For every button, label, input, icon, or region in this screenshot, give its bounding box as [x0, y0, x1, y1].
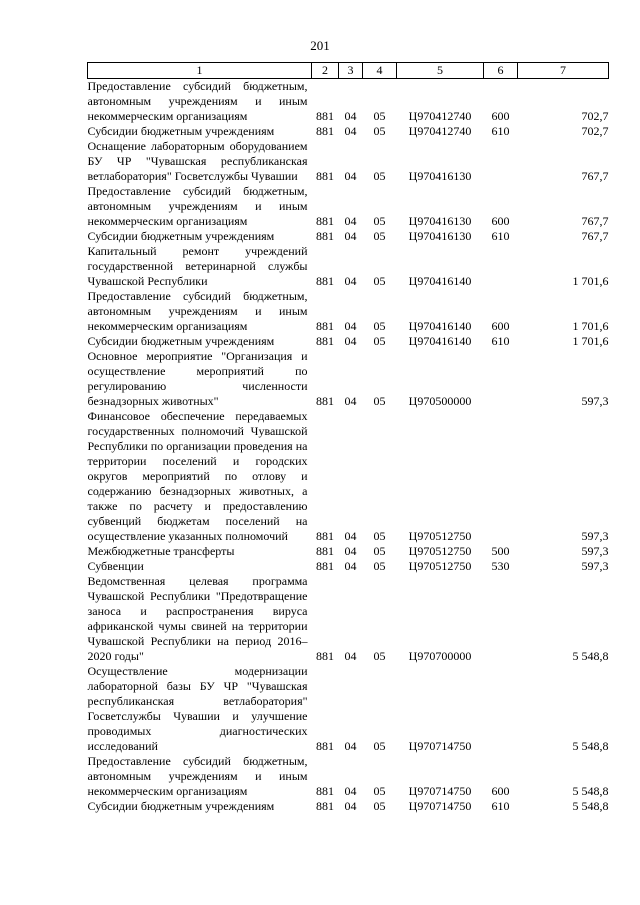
row-amount: 597,3: [581, 529, 609, 543]
header-col-7: 7: [518, 63, 609, 79]
row-description: Предоставление субсидий бюджетным, автономным учреждениям и иным некоммерческим организациям: [87, 754, 308, 798]
row-amount: 597,3: [581, 559, 609, 573]
row-target-article: Ц970714750: [408, 799, 472, 813]
row-section: 04: [344, 169, 357, 183]
row-amount: 767,7: [581, 229, 609, 243]
row-description: Субсидии бюджетным учреждениям: [87, 229, 275, 243]
row-description: Основное мероприятие "Организация и осуществление мероприятий по регулированию численности безнадзорных животных": [87, 349, 308, 408]
row-target-article: Ц970412740: [408, 124, 472, 138]
row-amount: 1 701,6: [572, 274, 609, 288]
row-description: Субсидии бюджетным учреждениям: [87, 334, 275, 348]
row-ministry-code: 881: [316, 334, 334, 348]
row-amount: 597,3: [581, 544, 609, 558]
row-description: Оснащение лабораторным оборудованием БУ ЧР "Чувашская республиканская ветлаборатория" Госветслужбы Чувашии: [87, 139, 308, 183]
row-subsection: 05: [373, 169, 386, 183]
row-ministry-code: 881: [316, 109, 334, 123]
row-subsection: 05: [373, 274, 386, 288]
budget-table: [87, 62, 609, 814]
row-description: Предоставление субсидий бюджетным, автономным учреждениям и иным некоммерческим организациям: [87, 79, 308, 123]
table-row: [88, 139, 609, 184]
row-target-article: Ц970500000: [408, 394, 472, 408]
row-expense-type: 600: [491, 109, 510, 123]
row-ministry-code: 881: [316, 319, 334, 333]
row-section: 04: [344, 649, 357, 663]
row-amount: 1 701,6: [572, 319, 609, 333]
row-ministry-code: 881: [316, 394, 334, 408]
row-section: 04: [344, 109, 357, 123]
row-subsection: 05: [373, 784, 386, 798]
row-section: 04: [344, 739, 357, 753]
row-description: Субвенции: [87, 559, 144, 573]
header-row: [88, 63, 609, 79]
row-target-article: Ц970416140: [408, 319, 472, 333]
row-section: 04: [344, 559, 357, 573]
page-number: 201: [310, 38, 330, 53]
row-expense-type: 610: [491, 124, 510, 138]
header-col-5: 5: [397, 63, 484, 79]
row-expense-type: 530: [491, 559, 510, 573]
row-description: Межбюджетные трансферты: [87, 544, 235, 558]
row-ministry-code: 881: [316, 229, 334, 243]
table-row: [88, 754, 609, 799]
row-subsection: 05: [373, 229, 386, 243]
row-expense-type: 610: [491, 229, 510, 243]
table-row: [88, 799, 609, 814]
row-expense-type: 610: [491, 799, 510, 813]
row-ministry-code: 881: [316, 274, 334, 288]
row-subsection: 05: [373, 394, 386, 408]
row-target-article: Ц970714750: [408, 739, 472, 753]
row-target-article: Ц970416130: [408, 214, 472, 228]
row-target-article: Ц970512750: [408, 529, 472, 543]
row-section: 04: [344, 229, 357, 243]
row-expense-type: [484, 244, 518, 289]
row-ministry-code: 881: [316, 544, 334, 558]
row-section: 04: [344, 214, 357, 228]
row-description: Капитальный ремонт учреждений государственной ветеринарной службы Чувашской Республики: [87, 244, 308, 288]
header-col-2: 2: [312, 63, 339, 79]
table-row: [88, 349, 609, 409]
table-row: [88, 559, 609, 574]
row-subsection: 05: [373, 334, 386, 348]
row-expense-type: 600: [491, 319, 510, 333]
row-amount: 702,7: [581, 124, 609, 138]
row-amount: 5 548,8: [572, 649, 609, 663]
row-description: Осуществление модернизации лабораторной базы БУ ЧР "Чувашская республиканская ветлаборатория" Госветслужбы Чувашии и улучшение проводимых диагностических исследований: [87, 664, 308, 753]
row-target-article: Ц970416140: [408, 274, 472, 288]
row-subsection: 05: [373, 649, 386, 663]
row-amount: 767,7: [581, 169, 609, 183]
row-description: Ведомственная целевая программа Чувашской Республики "Предотвращение заноса и распространения вируса африканской чумы свиней на территории Чувашской Республики на период 2016–2020 годы": [87, 574, 308, 663]
row-expense-type: [484, 349, 518, 409]
row-subsection: 05: [373, 559, 386, 573]
row-ministry-code: 881: [316, 214, 334, 228]
row-expense-type: [484, 139, 518, 184]
header-col-3: 3: [339, 63, 363, 79]
row-amount: 1 701,6: [572, 334, 609, 348]
table-row: [88, 289, 609, 334]
row-description: Предоставление субсидий бюджетным, автономным учреждениям и иным некоммерческим организациям: [87, 289, 308, 333]
row-target-article: Ц970700000: [408, 649, 472, 663]
row-section: 04: [344, 274, 357, 288]
row-subsection: 05: [373, 529, 386, 543]
row-amount: 5 548,8: [572, 799, 609, 813]
header-col-4: 4: [363, 63, 397, 79]
header-col-6: 6: [484, 63, 518, 79]
row-subsection: 05: [373, 124, 386, 138]
row-ministry-code: 881: [316, 799, 334, 813]
row-section: 04: [344, 319, 357, 333]
table-row: [88, 664, 609, 754]
row-section: 04: [344, 784, 357, 798]
table-row: [88, 544, 609, 559]
row-amount: 5 548,8: [572, 739, 609, 753]
table-row: [88, 229, 609, 244]
row-description: Субсидии бюджетным учреждениям: [87, 124, 275, 138]
row-description: Предоставление субсидий бюджетным, автономным учреждениям и иным некоммерческим организациям: [87, 184, 308, 228]
row-target-article: Ц970512750: [408, 559, 472, 573]
row-expense-type: [484, 664, 518, 754]
row-subsection: 05: [373, 214, 386, 228]
row-section: 04: [344, 394, 357, 408]
row-ministry-code: 881: [316, 169, 334, 183]
table-row: [88, 244, 609, 289]
row-ministry-code: 881: [316, 559, 334, 573]
table-row: [88, 79, 609, 125]
row-target-article: Ц970412740: [408, 109, 472, 123]
row-expense-type: 610: [491, 334, 510, 348]
table-row: [88, 124, 609, 139]
row-amount: 5 548,8: [572, 784, 609, 798]
row-expense-type: [484, 409, 518, 544]
row-expense-type: 500: [491, 544, 510, 558]
row-ministry-code: 881: [316, 124, 334, 138]
row-expense-type: 600: [491, 214, 510, 228]
row-target-article: Ц970714750: [408, 784, 472, 798]
row-expense-type: 600: [491, 784, 510, 798]
row-subsection: 05: [373, 739, 386, 753]
row-amount: 702,7: [581, 109, 609, 123]
row-target-article: Ц970416140: [408, 334, 472, 348]
row-subsection: 05: [373, 544, 386, 558]
row-target-article: Ц970416130: [408, 169, 472, 183]
row-target-article: Ц970512750: [408, 544, 472, 558]
row-expense-type: [484, 574, 518, 664]
row-target-article: Ц970416130: [408, 229, 472, 243]
row-subsection: 05: [373, 799, 386, 813]
row-amount: 597,3: [581, 394, 609, 408]
header-col-1: 1: [88, 63, 312, 79]
row-subsection: 05: [373, 109, 386, 123]
row-amount: 767,7: [581, 214, 609, 228]
row-subsection: 05: [373, 319, 386, 333]
row-section: 04: [344, 529, 357, 543]
row-ministry-code: 881: [316, 649, 334, 663]
row-description: Субсидии бюджетным учреждениям: [87, 799, 275, 813]
table-row: [88, 184, 609, 229]
row-ministry-code: 881: [316, 784, 334, 798]
table-row: [88, 574, 609, 664]
row-ministry-code: 881: [316, 739, 334, 753]
row-section: 04: [344, 544, 357, 558]
table-row: [88, 334, 609, 349]
row-ministry-code: 881: [316, 529, 334, 543]
row-section: 04: [344, 799, 357, 813]
table-row: [88, 409, 609, 544]
row-description: Финансовое обеспечение передаваемых государственных полномочий Чувашской Республики по организации проведения на территории поселений и городских округов мероприятий по отлову и содержанию безнадзорных животных, а также по расчету и предоставлению субвенций бюджетам поселений на осуществление указанных полномочий: [87, 409, 308, 543]
row-section: 04: [344, 124, 357, 138]
row-section: 04: [344, 334, 357, 348]
